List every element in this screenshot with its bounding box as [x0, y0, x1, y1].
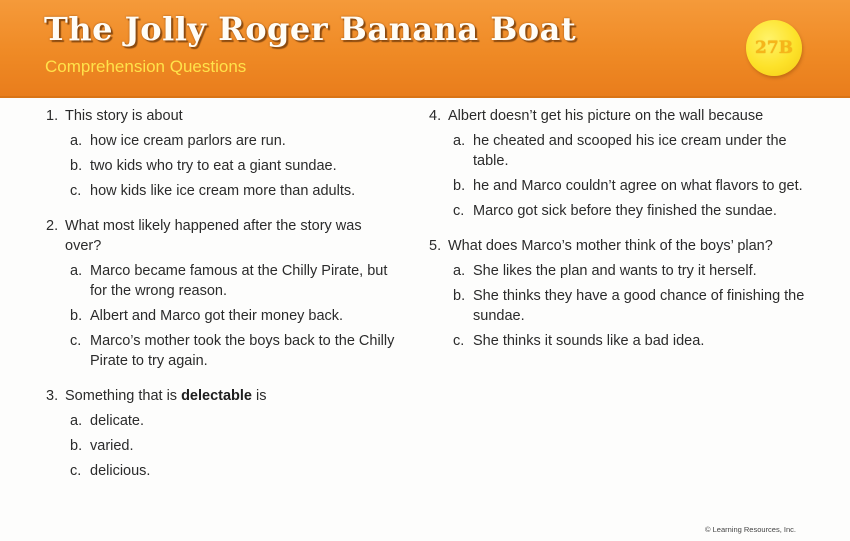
option-letter: a.	[70, 133, 83, 149]
page-subtitle: Comprehension Questions	[45, 57, 247, 76]
question-text-end: is	[252, 388, 267, 404]
question-number: 2.	[46, 218, 59, 234]
option-letter: c.	[453, 333, 465, 349]
answer-option	[70, 156, 396, 176]
option-text: two kids who try to eat a giant sundae.	[90, 158, 337, 174]
card-number-badge	[746, 20, 802, 76]
question-number: 4.	[429, 108, 442, 124]
question-text: Albert doesn’t get his picture on the wall because	[448, 108, 764, 124]
option-letter: c.	[70, 333, 82, 349]
answer-option	[453, 176, 819, 196]
card-number: 27B	[754, 38, 794, 58]
answer-options	[453, 131, 819, 221]
answer-option	[70, 261, 396, 301]
question-3	[46, 386, 396, 481]
answer-options	[70, 261, 396, 371]
answer-option	[453, 261, 819, 281]
page-title: The Jolly Roger Banana Boat	[44, 10, 577, 48]
answer-option	[70, 331, 396, 371]
question-2	[46, 216, 396, 371]
option-letter: b.	[453, 178, 466, 194]
answer-options	[70, 131, 396, 201]
answer-option	[70, 131, 396, 151]
option-text: She likes the plan and wants to try it herself.	[473, 263, 757, 279]
answer-options	[70, 411, 396, 481]
vocabulary-word: delectable	[181, 388, 252, 404]
answer-options	[453, 261, 819, 351]
option-text: Marco became famous at the Chilly Pirate, but for the wrong reason.	[90, 263, 388, 299]
question-number: 3.	[46, 388, 59, 404]
answer-option	[453, 331, 819, 351]
right-column	[429, 106, 819, 366]
option-text: delicate.	[90, 413, 145, 429]
option-text: he cheated and scooped his ice cream under the table.	[473, 133, 787, 169]
option-text: Marco’s mother took the boys back to the Chilly Pirate to try again.	[90, 333, 395, 369]
answer-option	[70, 181, 396, 201]
option-text: varied.	[90, 438, 134, 454]
answer-option	[70, 461, 396, 481]
answer-option	[453, 201, 819, 221]
option-text: how kids like ice cream more than adults.	[90, 183, 356, 199]
option-text: She thinks it sounds like a bad idea.	[473, 333, 705, 349]
answer-option	[70, 411, 396, 431]
copyright-notice: © Learning Resources, Inc.	[705, 525, 796, 534]
question-1	[46, 106, 396, 201]
question-text	[65, 386, 396, 406]
question-number: 5.	[429, 238, 442, 254]
option-letter: b.	[453, 288, 466, 304]
header-banner	[0, 0, 850, 98]
answer-option	[453, 286, 819, 326]
option-text: Albert and Marco got their money back.	[90, 308, 344, 324]
option-text: he and Marco couldn’t agree on what flavors to get.	[473, 178, 803, 194]
option-letter: b.	[70, 158, 83, 174]
question-4	[429, 106, 819, 221]
question-text: What does Marco’s mother think of the boys’ plan?	[448, 238, 773, 254]
question-5	[429, 236, 819, 351]
question-text: What most likely happened after the story was over?	[65, 218, 362, 254]
answer-option	[70, 436, 396, 456]
question-number: 1.	[46, 108, 59, 124]
option-text: how ice cream parlors are run.	[90, 133, 286, 149]
question-text-start: Something that is	[65, 388, 182, 404]
option-text: delicious.	[90, 463, 151, 479]
answer-option	[453, 131, 819, 171]
option-letter: c.	[453, 203, 465, 219]
question-text: This story is about	[65, 108, 183, 124]
option-text: Marco got sick before they finished the sundae.	[473, 203, 777, 219]
left-column	[46, 106, 396, 496]
option-letter: a.	[70, 263, 83, 279]
option-letter: c.	[70, 183, 82, 199]
option-letter: c.	[70, 463, 82, 479]
option-letter: a.	[453, 133, 466, 149]
option-letter: b.	[70, 438, 83, 454]
answer-option	[70, 306, 396, 326]
option-text: She thinks they have a good chance of finishing the sundae.	[473, 288, 805, 324]
option-letter: b.	[70, 308, 83, 324]
option-letter: a.	[70, 413, 83, 429]
option-letter: a.	[453, 263, 466, 279]
